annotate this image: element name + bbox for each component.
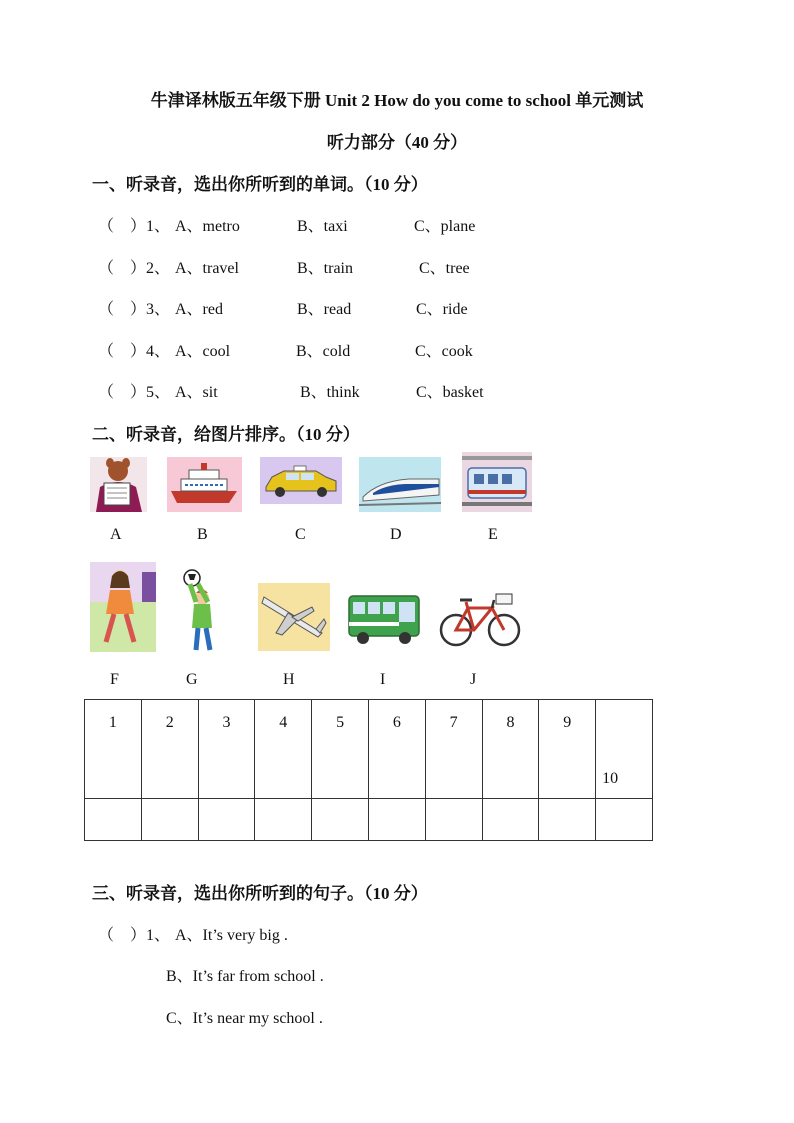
option-c: C、basket bbox=[416, 384, 484, 401]
picture-label-g: G bbox=[186, 671, 198, 688]
option-a: A、sit bbox=[175, 384, 218, 401]
reading-person-icon bbox=[90, 457, 147, 512]
option-c: C、tree bbox=[419, 260, 470, 277]
answer-cell[interactable] bbox=[539, 799, 596, 841]
option-c: C、ride bbox=[416, 301, 468, 318]
section-2-heading: 二、听录音，给图片排序。（10 分） bbox=[92, 425, 360, 444]
picture-label-f: F bbox=[110, 671, 119, 688]
option-a: A、cool bbox=[175, 343, 231, 360]
answer-table bbox=[84, 699, 653, 841]
question-prefix: （ ）2、 bbox=[98, 260, 171, 277]
answer-cell[interactable] bbox=[198, 799, 255, 841]
section-1-heading: 一、听录音，选出你所听到的单词。（10 分） bbox=[92, 175, 428, 194]
question-prefix: （ ）5、 bbox=[98, 384, 171, 401]
option-a: A、red bbox=[175, 301, 223, 318]
table-number-cell: 1 bbox=[85, 700, 142, 799]
option-c: C、cook bbox=[415, 343, 473, 360]
option-b: B、It’s far from school . bbox=[166, 968, 324, 985]
question-prefix: （ ）4、 bbox=[98, 343, 171, 360]
option-b: B、train bbox=[297, 260, 353, 277]
picture-label-c: C bbox=[295, 526, 306, 543]
option-a: A、metro bbox=[175, 218, 240, 235]
answer-cell[interactable] bbox=[312, 799, 369, 841]
table-number-cell: 9 bbox=[539, 700, 596, 799]
table-answer-row bbox=[85, 799, 653, 841]
high-speed-train-icon bbox=[359, 457, 441, 512]
answer-cell[interactable] bbox=[85, 799, 142, 841]
option-a: A、travel bbox=[175, 260, 239, 277]
table-number-cell: 2 bbox=[141, 700, 198, 799]
table-number-cell: 8 bbox=[482, 700, 539, 799]
table-number-cell: 7 bbox=[425, 700, 482, 799]
picture-label-j: J bbox=[470, 671, 477, 688]
picture-label-a: A bbox=[110, 526, 122, 543]
answer-cell[interactable] bbox=[255, 799, 312, 841]
airplane-icon bbox=[258, 583, 330, 651]
picture-label-h: H bbox=[283, 671, 295, 688]
option-b: B、cold bbox=[296, 343, 351, 360]
option-b: B、read bbox=[297, 301, 352, 318]
table-number-cell: 5 bbox=[312, 700, 369, 799]
picture-label-d: D bbox=[390, 526, 402, 543]
table-number-cell: 4 bbox=[255, 700, 312, 799]
answer-cell[interactable] bbox=[425, 799, 482, 841]
picture-label-e: E bbox=[488, 526, 498, 543]
table-number-cell: 10 bbox=[596, 700, 653, 799]
option-c: C、It’s near my school . bbox=[166, 1010, 323, 1027]
table-number-cell: 3 bbox=[198, 700, 255, 799]
picture-label-b: B bbox=[197, 526, 208, 543]
bicycle-icon bbox=[438, 588, 524, 652]
picture-label-i: I bbox=[380, 671, 386, 688]
answer-cell[interactable] bbox=[368, 799, 425, 841]
option-b: B、think bbox=[300, 384, 360, 401]
answer-cell[interactable] bbox=[596, 799, 653, 841]
option-c: C、plane bbox=[414, 218, 476, 235]
option-a: A、It’s very big . bbox=[175, 927, 288, 944]
bus-icon bbox=[347, 586, 422, 650]
answer-cell[interactable] bbox=[141, 799, 198, 841]
page-subtitle: 听力部分（40 分） bbox=[326, 133, 468, 152]
metro-train-icon bbox=[462, 452, 532, 512]
question-prefix: （ ）1、 bbox=[98, 927, 171, 944]
goalkeeper-boy-icon bbox=[172, 568, 232, 652]
table-number-cell: 6 bbox=[368, 700, 425, 799]
taxi-icon bbox=[260, 457, 342, 504]
table-header-row bbox=[85, 700, 653, 799]
ship-icon bbox=[167, 457, 242, 512]
walking-girl-icon bbox=[90, 562, 156, 652]
section-3-heading: 三、听录音，选出你所听到的句子。（10 分） bbox=[92, 884, 428, 903]
question-prefix: （ ）1、 bbox=[98, 218, 171, 235]
answer-cell[interactable] bbox=[482, 799, 539, 841]
page-title: 牛津译林版五年级下册 Unit 2 How do you come to school 单元测试 bbox=[150, 91, 644, 110]
question-prefix: （ ）3、 bbox=[98, 301, 171, 318]
option-b: B、taxi bbox=[297, 218, 348, 235]
